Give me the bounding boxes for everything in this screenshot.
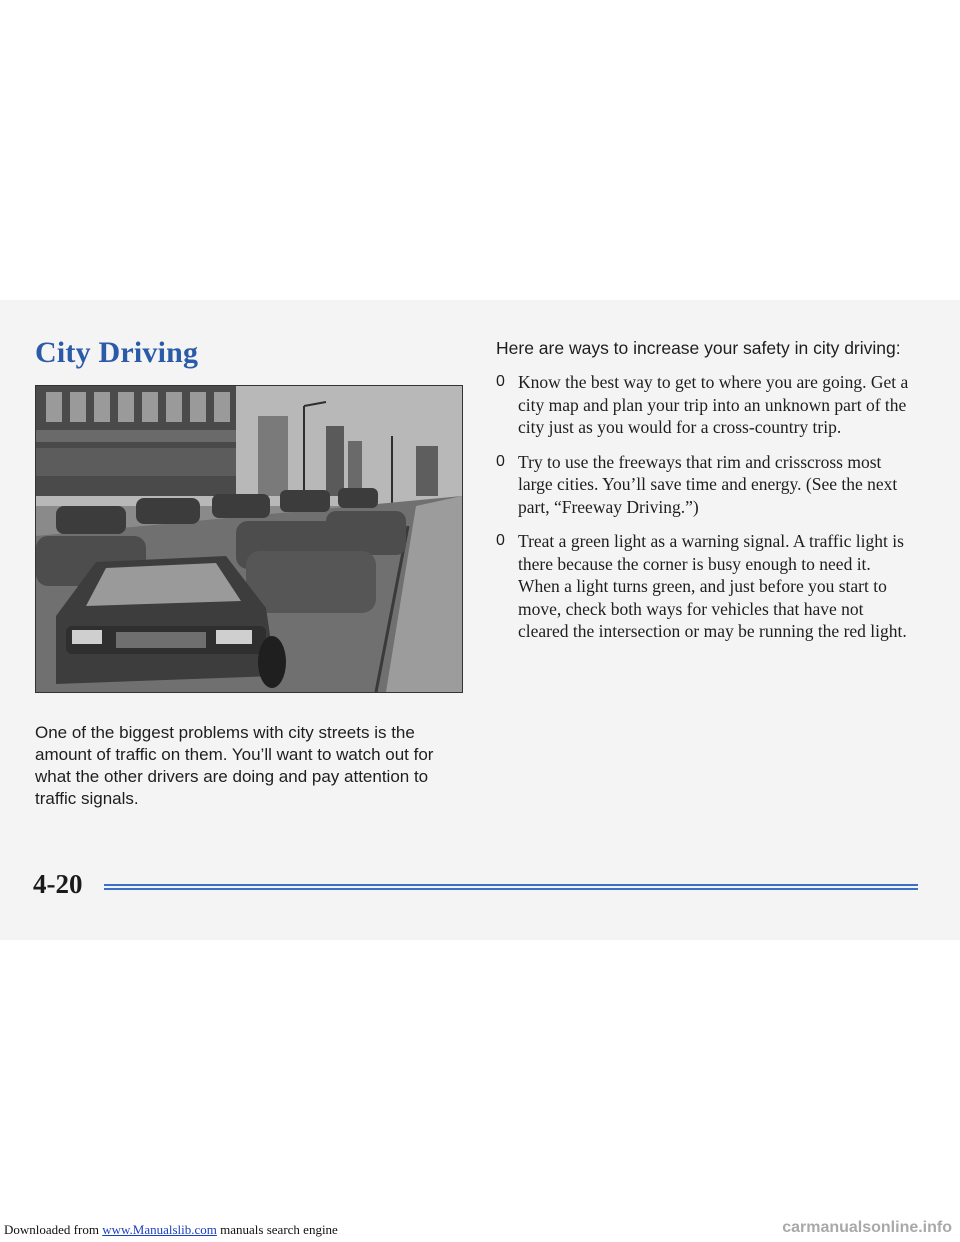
safety-tips-list — [496, 371, 916, 655]
section-title: City Driving — [35, 336, 199, 369]
list-item — [496, 451, 916, 519]
tip-text: Treat a green light as a warning signal. A traffic light is there because the corner is busy enough to need it. When a light turns green, and just before you start to move, check both ways for vehicles that have not cleared the intersection or may be running the red light. — [518, 531, 907, 641]
footer-rule — [104, 884, 918, 890]
footer-rule-line — [104, 884, 918, 886]
page-number: 4-20 — [33, 869, 83, 899]
list-item — [496, 371, 916, 439]
site-watermark: carmanualsonline.info — [782, 1219, 952, 1236]
bullet-marker: 0 — [496, 452, 505, 470]
bullet-marker: 0 — [496, 532, 505, 549]
banner-suffix: manuals search engine — [220, 1222, 338, 1237]
banner-prefix: Downloaded from — [4, 1222, 99, 1237]
tip-text: Know the best way to get to where you are going. Get a city map and plan your trip into an unknown part of the city just as you would for a cross-country trip. — [518, 372, 909, 437]
illustration-caption: One of the biggest problems with city streets is the amount of traffic on them. You’ll want to watch out for what the other drivers are doing and pay attention to traffic signals. — [35, 723, 434, 808]
tip-text: Try to use the freeways that rim and crisscross most large cities. You’ll save time and energy. (See the next part, “Freeway Driving.”) — [518, 451, 898, 517]
manualslib-link[interactable]: www.Manualslib.com — [102, 1222, 217, 1237]
bullet-marker: 0 — [496, 373, 505, 390]
list-item — [496, 530, 916, 643]
city-traffic-illustration — [35, 385, 463, 693]
footer-rule-line — [104, 888, 918, 890]
tips-intro: Here are ways to increase your safety in city driving: — [496, 338, 901, 358]
download-banner — [4, 1222, 338, 1238]
